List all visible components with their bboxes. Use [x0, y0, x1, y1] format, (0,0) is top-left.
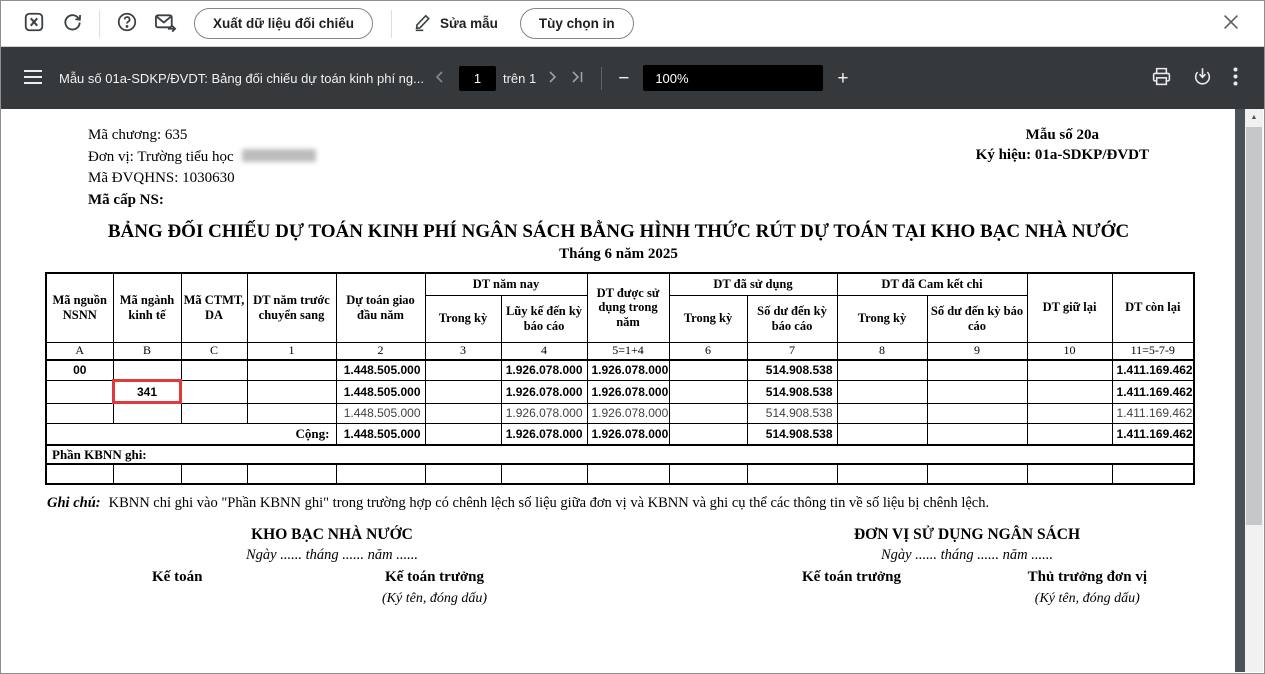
- triangle-up-icon: ▲: [1250, 114, 1258, 121]
- table-cell: [425, 360, 501, 380]
- last-page-button[interactable]: [564, 71, 591, 86]
- col-so-du-2: Số dư đến kỳ báo cáo: [927, 295, 1027, 342]
- footnote-text: KBNN chỉ ghi vào "Phần KBNN ghi" trong trường hợp có chênh lệch số liệu giữa đơn vị và KBNN và ghi cụ thể các thông tin về số liệu bị chênh lệch.: [108, 495, 990, 511]
- table-cell: [46, 464, 113, 484]
- table-row: [46, 360, 1194, 380]
- table-cell: [181, 464, 247, 484]
- table-cell: 1.926.078.000: [587, 423, 669, 445]
- code-cell: 1: [247, 342, 336, 360]
- kebab-menu-icon: [1233, 67, 1238, 89]
- table-cell: 00: [46, 360, 113, 380]
- total-label-cell: Cộng:: [46, 423, 336, 445]
- print-options-button[interactable]: Tùy chọn in: [520, 8, 634, 39]
- col-ma-ctmt: Mã CTMT, DA: [181, 273, 247, 342]
- table-cell: [837, 423, 927, 445]
- chevron-right-icon: [547, 71, 557, 86]
- table-cell: 1.926.078.000: [501, 380, 587, 403]
- table-cell: [113, 464, 181, 484]
- table-cell: [501, 464, 587, 484]
- next-page-button[interactable]: [540, 71, 564, 86]
- col-dt-nam-truoc: DT năm trước chuyển sang: [247, 273, 336, 342]
- page-number-input[interactable]: [459, 66, 496, 91]
- table-cell: [927, 403, 1027, 423]
- table-cell: 1.448.505.000: [336, 423, 425, 445]
- code-cell: 6: [669, 342, 747, 360]
- zoom-in-button[interactable]: [831, 69, 854, 88]
- table-cell: [1027, 464, 1112, 484]
- redacted-unit-name: [242, 149, 316, 162]
- col-dt-duoc-su-dung: DT được sử dụng trong năm: [587, 273, 669, 342]
- table-cell: [1027, 403, 1112, 423]
- form-symbol: Ký hiệu: 01a-SDKP/ĐVDT: [975, 147, 1149, 163]
- kbnn-label-cell: Phần KBNN ghi:: [46, 445, 1194, 464]
- col-dt-con-lai: DT còn lại: [1112, 273, 1194, 342]
- code-cell: A: [46, 342, 113, 360]
- col-du-toan-giao: Dự toán giao đầu năm: [336, 273, 425, 342]
- code-cell: B: [113, 342, 181, 360]
- highlighted-cell: 341: [113, 380, 181, 403]
- table-cell: [336, 464, 425, 484]
- signature-role: Kế toán trưởng: [385, 569, 484, 585]
- signature-block-kho-bac: [117, 526, 547, 607]
- table-cell: [425, 423, 501, 445]
- kbnn-empty-row: [46, 464, 1194, 484]
- signature-role: Kế toán trưởng: [802, 569, 901, 585]
- table-cell: 1.926.078.000: [587, 403, 669, 423]
- refresh-icon: [62, 12, 83, 36]
- table-cell: [1027, 360, 1112, 380]
- code-cell: 3: [425, 342, 501, 360]
- refresh-button[interactable]: [53, 5, 91, 43]
- help-icon: [116, 11, 138, 36]
- code-cell: 2: [336, 342, 425, 360]
- table-cell: [425, 403, 501, 423]
- table-cell: [425, 464, 501, 484]
- send-email-button[interactable]: [146, 5, 184, 43]
- scrollbar-thumb[interactable]: [1246, 127, 1262, 525]
- table-cell: [181, 360, 247, 380]
- group-dt-nam-nay: DT năm nay: [425, 273, 587, 295]
- export-excel-button[interactable]: [15, 5, 53, 43]
- col-trong-ky-2: Trong kỳ: [669, 295, 747, 342]
- minus-icon: −: [618, 67, 630, 89]
- pdf-document-title: Mẫu số 01a-SDKP/ĐVDT: Bảng đối chiếu dự toán kinh phí ng...: [59, 70, 424, 86]
- table-cell: 514.908.538: [747, 423, 837, 445]
- col-trong-ky-1: Trong kỳ: [425, 295, 501, 342]
- col-so-du-1: Số dư đến kỳ báo cáo: [747, 295, 837, 342]
- table-cell: [1112, 464, 1194, 484]
- table-row: [46, 380, 1194, 403]
- page-total-label: trên 1: [502, 70, 537, 86]
- table-cell: [247, 360, 336, 380]
- table-cell: [669, 423, 747, 445]
- table-cell: 1.926.078.000: [587, 360, 669, 380]
- ma-chuong-line: Mã chương: 635: [88, 127, 188, 143]
- pdf-toolbar: [1, 47, 1264, 109]
- signature-section: [2, 526, 1235, 607]
- menu-button[interactable]: [23, 69, 43, 88]
- table-cell: [927, 464, 1027, 484]
- table-cell: 1.926.078.000: [501, 360, 587, 380]
- table-cell: [247, 403, 336, 423]
- signature-date-line: Ngày ...... tháng ...... năm ......: [246, 547, 418, 563]
- envelope-send-icon: [154, 11, 177, 37]
- table-cell: [113, 403, 181, 423]
- signature-date-line: Ngày ...... tháng ...... năm ......: [881, 547, 1053, 563]
- pdf-toolbar-divider: [601, 67, 602, 90]
- col-trong-ky-3: Trong kỳ: [837, 295, 927, 342]
- table-cell: 1.411.169.462: [1112, 423, 1194, 445]
- group-dt-cam-ket: DT đã Cam kết chi: [837, 273, 1027, 295]
- table-row: [46, 403, 1194, 423]
- table-cell: [837, 403, 927, 423]
- close-icon: [1220, 11, 1242, 36]
- table-cell: 1.411.169.462: [1112, 380, 1194, 403]
- col-ma-nganh: Mã ngành kinh tế: [113, 273, 181, 342]
- edit-template-label: Sửa mẫu: [440, 16, 498, 31]
- excel-icon: [23, 11, 45, 36]
- table-cell: [927, 380, 1027, 403]
- table-cell: [669, 464, 747, 484]
- table-cell: [247, 464, 336, 484]
- edit-template-button[interactable]: [412, 12, 498, 35]
- scroll-up-button[interactable]: [1245, 109, 1263, 126]
- don-vi-line: Đơn vị: Trường tiểu học: [88, 147, 316, 169]
- table-cell: [181, 403, 247, 423]
- table-cell: [587, 464, 669, 484]
- table-cell: 514.908.538: [747, 403, 837, 423]
- col-dt-giu-lai: DT giữ lại: [1027, 273, 1112, 342]
- table-cell: 1.926.078.000: [587, 380, 669, 403]
- print-button[interactable]: [1151, 66, 1172, 90]
- table-cell: [669, 380, 747, 403]
- signature-instruction: (Ký tên, đóng dấu): [1034, 591, 1140, 606]
- table-cell: [837, 464, 927, 484]
- kbnn-section-row: [46, 445, 1194, 464]
- table-cell: [927, 360, 1027, 380]
- signature-instruction: (Ký tên, đóng dấu): [382, 591, 487, 606]
- printer-icon: [1151, 66, 1172, 90]
- table-cell: 1.448.505.000: [336, 380, 425, 403]
- table-cell: [46, 403, 113, 423]
- ma-dvqhns-line: Mã ĐVQHNS: 1030630: [88, 170, 235, 186]
- table-cell: [1027, 380, 1112, 403]
- col-luy-ke: Lũy kế đến kỳ báo cáo: [501, 295, 587, 342]
- signature-title: ĐƠN VỊ SỬ DỤNG NGÂN SÁCH: [853, 526, 1081, 543]
- table-cell: 1.411.169.462: [1112, 360, 1194, 380]
- table-cell: [669, 403, 747, 423]
- code-cell: 9: [927, 342, 1027, 360]
- chevron-end-icon: [571, 71, 584, 86]
- table-header-row: [46, 273, 1194, 295]
- document-subtitle: Tháng 6 năm 2025: [559, 246, 678, 262]
- help-button[interactable]: [108, 5, 146, 43]
- document-header: [2, 109, 1235, 211]
- total-row: [46, 423, 1194, 445]
- document-page: [2, 109, 1235, 672]
- footnote-label: Ghi chú:: [47, 495, 101, 511]
- export-data-button[interactable]: Xuất dữ liệu đối chiếu: [194, 8, 373, 39]
- viewer-edge-strip: [1235, 109, 1245, 672]
- download-button[interactable]: [1192, 66, 1213, 90]
- table-cell: 1.448.505.000: [336, 360, 425, 380]
- signature-title: KHO BẠC NHÀ NƯỚC: [251, 526, 413, 543]
- table-cell: 1.411.169.462: [1112, 403, 1194, 423]
- zoom-level-input[interactable]: [643, 65, 823, 91]
- hamburger-menu-icon: [23, 69, 43, 88]
- code-cell: 4: [501, 342, 587, 360]
- table-cell: [837, 380, 927, 403]
- ma-cap-ns-line: Mã cấp NS:: [88, 191, 164, 208]
- table-cell: [113, 360, 181, 380]
- table-cell: [669, 360, 747, 380]
- vertical-scrollbar[interactable]: [1245, 109, 1263, 672]
- code-cell: 11=5-7-9: [1112, 342, 1194, 360]
- table-cell: 514.908.538: [747, 360, 837, 380]
- code-cell: 10: [1027, 342, 1112, 360]
- signature-role: Thủ trưởng đơn vị: [1027, 569, 1147, 585]
- signature-block-don-vi: [747, 526, 1187, 607]
- code-cell: 5=1+4: [587, 342, 669, 360]
- code-cell: 7: [747, 342, 837, 360]
- top-toolbar: [1, 1, 1264, 47]
- pencil-icon: [412, 12, 432, 35]
- col-ma-nguon: Mã nguồn NSNN: [46, 273, 113, 342]
- form-reference-block: [976, 125, 1149, 211]
- table-cell: [425, 380, 501, 403]
- download-icon: [1192, 66, 1213, 90]
- table-cell: [46, 380, 113, 403]
- table-cell: 514.908.538: [747, 380, 837, 403]
- signature-role: Kế toán: [152, 569, 203, 585]
- table-cell: [747, 464, 837, 484]
- table-cell: [1027, 423, 1112, 445]
- unit-meta-block: [88, 125, 316, 211]
- form-number: Mẫu số 20a: [1025, 127, 1099, 143]
- plus-icon: +: [837, 67, 849, 89]
- group-dt-da-su-dung: DT đã sử dụng: [669, 273, 837, 295]
- document-title: BẢNG ĐỐI CHIẾU DỰ TOÁN KINH PHÍ NGÂN SÁCH BẰNG HÌNH THỨC RÚT DỰ TOÁN TẠI KHO BẠC NHÀ NƯỚC: [107, 221, 1130, 242]
- table-cell: 1.926.078.000: [501, 403, 587, 423]
- column-code-row: [46, 342, 1194, 360]
- table-cell: [927, 423, 1027, 445]
- table-cell: [247, 380, 336, 403]
- zoom-out-button[interactable]: [612, 69, 635, 88]
- table-cell: 1.926.078.000: [501, 423, 587, 445]
- table-cell: 1.448.505.000: [336, 403, 425, 423]
- toolbar-divider: [391, 10, 392, 38]
- footnote: [47, 495, 1235, 512]
- code-cell: 8: [837, 342, 927, 360]
- more-options-button[interactable]: [1233, 67, 1238, 89]
- close-button[interactable]: [1214, 7, 1248, 41]
- chevron-left-icon: [435, 71, 445, 86]
- previous-page-button[interactable]: [428, 71, 452, 86]
- reconciliation-table: [45, 272, 1195, 485]
- table-cell: [181, 380, 247, 403]
- code-cell: C: [181, 342, 247, 360]
- toolbar-divider: [99, 10, 100, 38]
- table-cell: [837, 360, 927, 380]
